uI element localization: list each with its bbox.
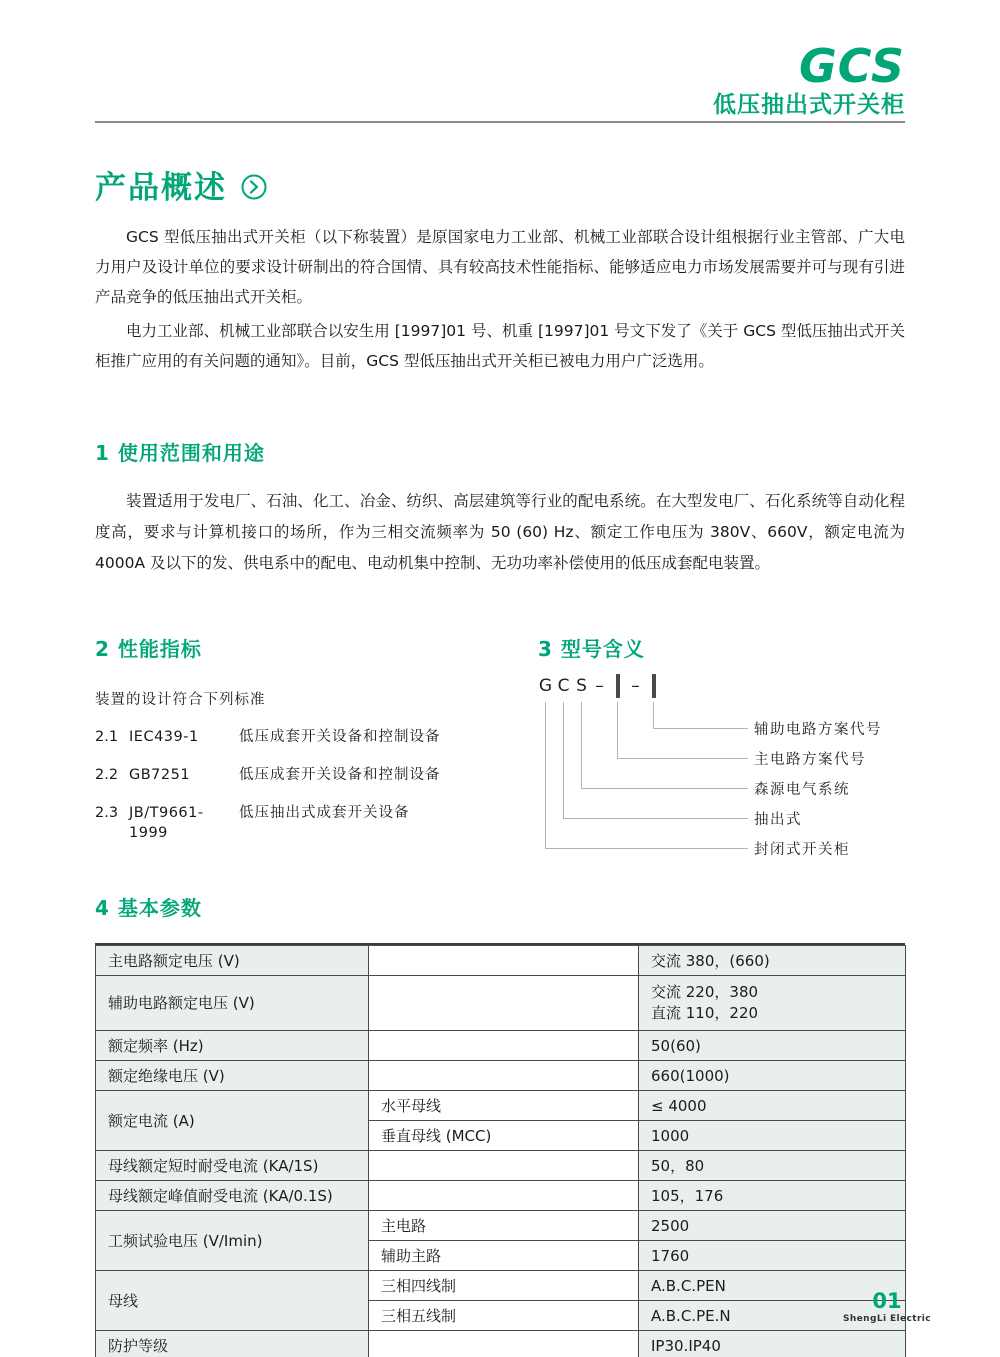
table-row — [96, 946, 906, 976]
table-row — [96, 1271, 906, 1301]
standard-desc: 低压成套开关设备和控制设备 — [239, 729, 441, 745]
standard-code: GB7251 — [129, 767, 191, 783]
param-value: ≤ 4000 — [639, 1091, 906, 1121]
model-label-enclosed: 封闭式开关柜 — [754, 842, 850, 858]
model-dash: – — [631, 676, 640, 696]
table-row — [96, 1151, 906, 1181]
chevron-right-circle-icon — [241, 174, 267, 200]
param-sub: 三相五线制 — [369, 1301, 639, 1331]
standard-code: IEC439-1 — [129, 729, 199, 745]
param-sub — [369, 1181, 639, 1211]
param-value — [639, 976, 906, 1031]
header-divider — [95, 121, 905, 123]
param-label: 母线 — [96, 1271, 369, 1331]
model-placeholder-box — [646, 676, 661, 696]
connector-line — [545, 702, 748, 849]
table-row — [96, 976, 906, 1031]
model-label-senyuan: 森源电气系统 — [754, 782, 850, 798]
standard-item — [95, 765, 538, 785]
model-letter-g: G — [538, 676, 553, 696]
param-label: 工频试验电压 (V/Imin) — [96, 1211, 369, 1271]
param-value: 50，80 — [639, 1151, 906, 1181]
standard-desc: 低压成套开关设备和控制设备 — [239, 767, 441, 783]
section-performance — [95, 633, 538, 868]
standard-no: 2.1 — [95, 729, 119, 745]
param-sub — [369, 976, 639, 1031]
section-model-meaning — [538, 633, 905, 868]
brand-block — [713, 39, 905, 118]
param-sub — [369, 1061, 639, 1091]
model-dash: – — [595, 676, 604, 696]
param-label: 额定电流 (A) — [96, 1091, 369, 1151]
table-row — [96, 1091, 906, 1121]
param-value: 50(60) — [639, 1031, 906, 1061]
param-value: 交流 380，(660) — [639, 946, 906, 976]
model-placeholder-box — [610, 676, 625, 696]
param-value: 660(1000) — [639, 1061, 906, 1091]
param-value: A.B.C.PE.N — [639, 1301, 906, 1331]
intro-paragraph-1: GCS 型低压抽出式开关柜（以下称装置）是原国家电力工业部、机械工业部联合设计组根据行业主管部、广大电力用户及设计单位的要求设计研制出的符合国情、具有较高技术性能指标、能够适应电力市场发展需要并可与现有引进产品竞争的低压抽出式开关柜。 — [95, 228, 905, 306]
standard-desc: 低压抽出式成套开关设备 — [239, 805, 410, 821]
standard-no: 2.2 — [95, 767, 119, 783]
section-basic-parameters — [95, 892, 905, 1357]
two-column-area — [95, 633, 905, 868]
param-sub: 辅助主路 — [369, 1241, 639, 1271]
standard-item — [95, 727, 538, 747]
param-value: 1000 — [639, 1121, 906, 1151]
param-sub — [369, 1031, 639, 1061]
brand-subtitle: 低压抽出式开关柜 — [713, 92, 905, 118]
section-usage — [95, 437, 905, 579]
param-sub: 垂直母线 (MCC) — [369, 1121, 639, 1151]
param-label: 主电路额定电压 (V) — [96, 946, 369, 976]
param-value-line: 交流 220，380 — [651, 983, 759, 1001]
param-value: 1760 — [639, 1241, 906, 1271]
param-value: A.B.C.PEN — [639, 1271, 906, 1301]
model-label-drawout: 抽出式 — [754, 812, 802, 828]
param-label: 辅助电路额定电压 (V) — [96, 976, 369, 1031]
model-letter-s: S — [576, 676, 587, 696]
standard-code: JB/T9661-1999 — [129, 805, 204, 841]
box-icon — [616, 674, 620, 698]
table-row — [96, 1061, 906, 1091]
param-sub: 主电路 — [369, 1211, 639, 1241]
param-sub — [369, 1151, 639, 1181]
param-label: 母线额定峰值耐受电流 (KA/0.1S) — [96, 1181, 369, 1211]
page-title: 产品概述 — [95, 170, 227, 206]
section1-body: 装置适用于发电厂、石油、化工、冶金、纺织、高层建筑等行业的配电系统。在大型发电厂、石化系统等自动化程度高，要求与计算机接口的场所，作为三相交流频率为 50 (60) Hz、额定工作电压为 380V、660V，额定电流为 4000A 及以下的发、供电系中的配电、电动机集中控制、无功功率补偿使用的低压成套配电装置。 — [95, 492, 905, 572]
param-label: 防护等级 — [96, 1331, 369, 1357]
footer — [842, 1290, 932, 1324]
param-label: 额定绝缘电压 (V) — [96, 1061, 369, 1091]
table-row — [96, 1031, 906, 1061]
section3-heading: 3 型号含义 — [538, 637, 645, 661]
model-formula — [538, 676, 664, 696]
standard-item — [95, 803, 538, 843]
parameters-table — [95, 945, 906, 1357]
section4-heading: 4 基本参数 — [95, 896, 202, 920]
param-value-line: 直流 110，220 — [651, 1004, 759, 1022]
parameters-table-wrap — [95, 943, 905, 1357]
param-value: 2500 — [639, 1211, 906, 1241]
model-label-aux-circuit: 辅助电路方案代号 — [754, 722, 882, 738]
param-sub — [369, 1331, 639, 1357]
table-row — [96, 1331, 906, 1357]
section2-heading: 2 性能指标 — [95, 637, 202, 661]
param-value: 105，176 — [639, 1181, 906, 1211]
param-value: IP30.IP40 — [639, 1331, 906, 1357]
section1-heading: 1 使用范围和用途 — [95, 441, 265, 465]
brand-logo: GCS — [798, 39, 905, 93]
param-sub: 水平母线 — [369, 1091, 639, 1121]
param-sub: 三相四线制 — [369, 1271, 639, 1301]
page-title-row — [95, 162, 267, 207]
intro-paragraph-2: 电力工业部、机械工业部联合以安生用 [1997]01 号、机重 [1997]01 号文下发了《关于 GCS 型低压抽出式开关柜推广应用的有关问题的通知》。目前，GCS 型低压抽出式开关柜已被电力用户广泛选用。 — [95, 322, 905, 370]
box-icon — [652, 674, 656, 698]
table-row — [96, 1211, 906, 1241]
model-label-main-circuit: 主电路方案代号 — [754, 752, 866, 768]
footer-brand: ShengLi Electric — [842, 1314, 932, 1324]
param-label: 母线额定短时耐受电流 (KA/1S) — [96, 1151, 369, 1181]
param-label: 额定频率 (Hz) — [96, 1031, 369, 1061]
table-row — [96, 1181, 906, 1211]
intro-block — [95, 222, 905, 376]
param-sub — [369, 946, 639, 976]
model-code-diagram — [538, 676, 905, 868]
page-number: 01 — [872, 1289, 902, 1313]
model-letter-c: C — [557, 676, 570, 696]
standards-intro: 装置的设计符合下列标准 — [95, 692, 266, 708]
standard-no: 2.3 — [95, 805, 119, 821]
